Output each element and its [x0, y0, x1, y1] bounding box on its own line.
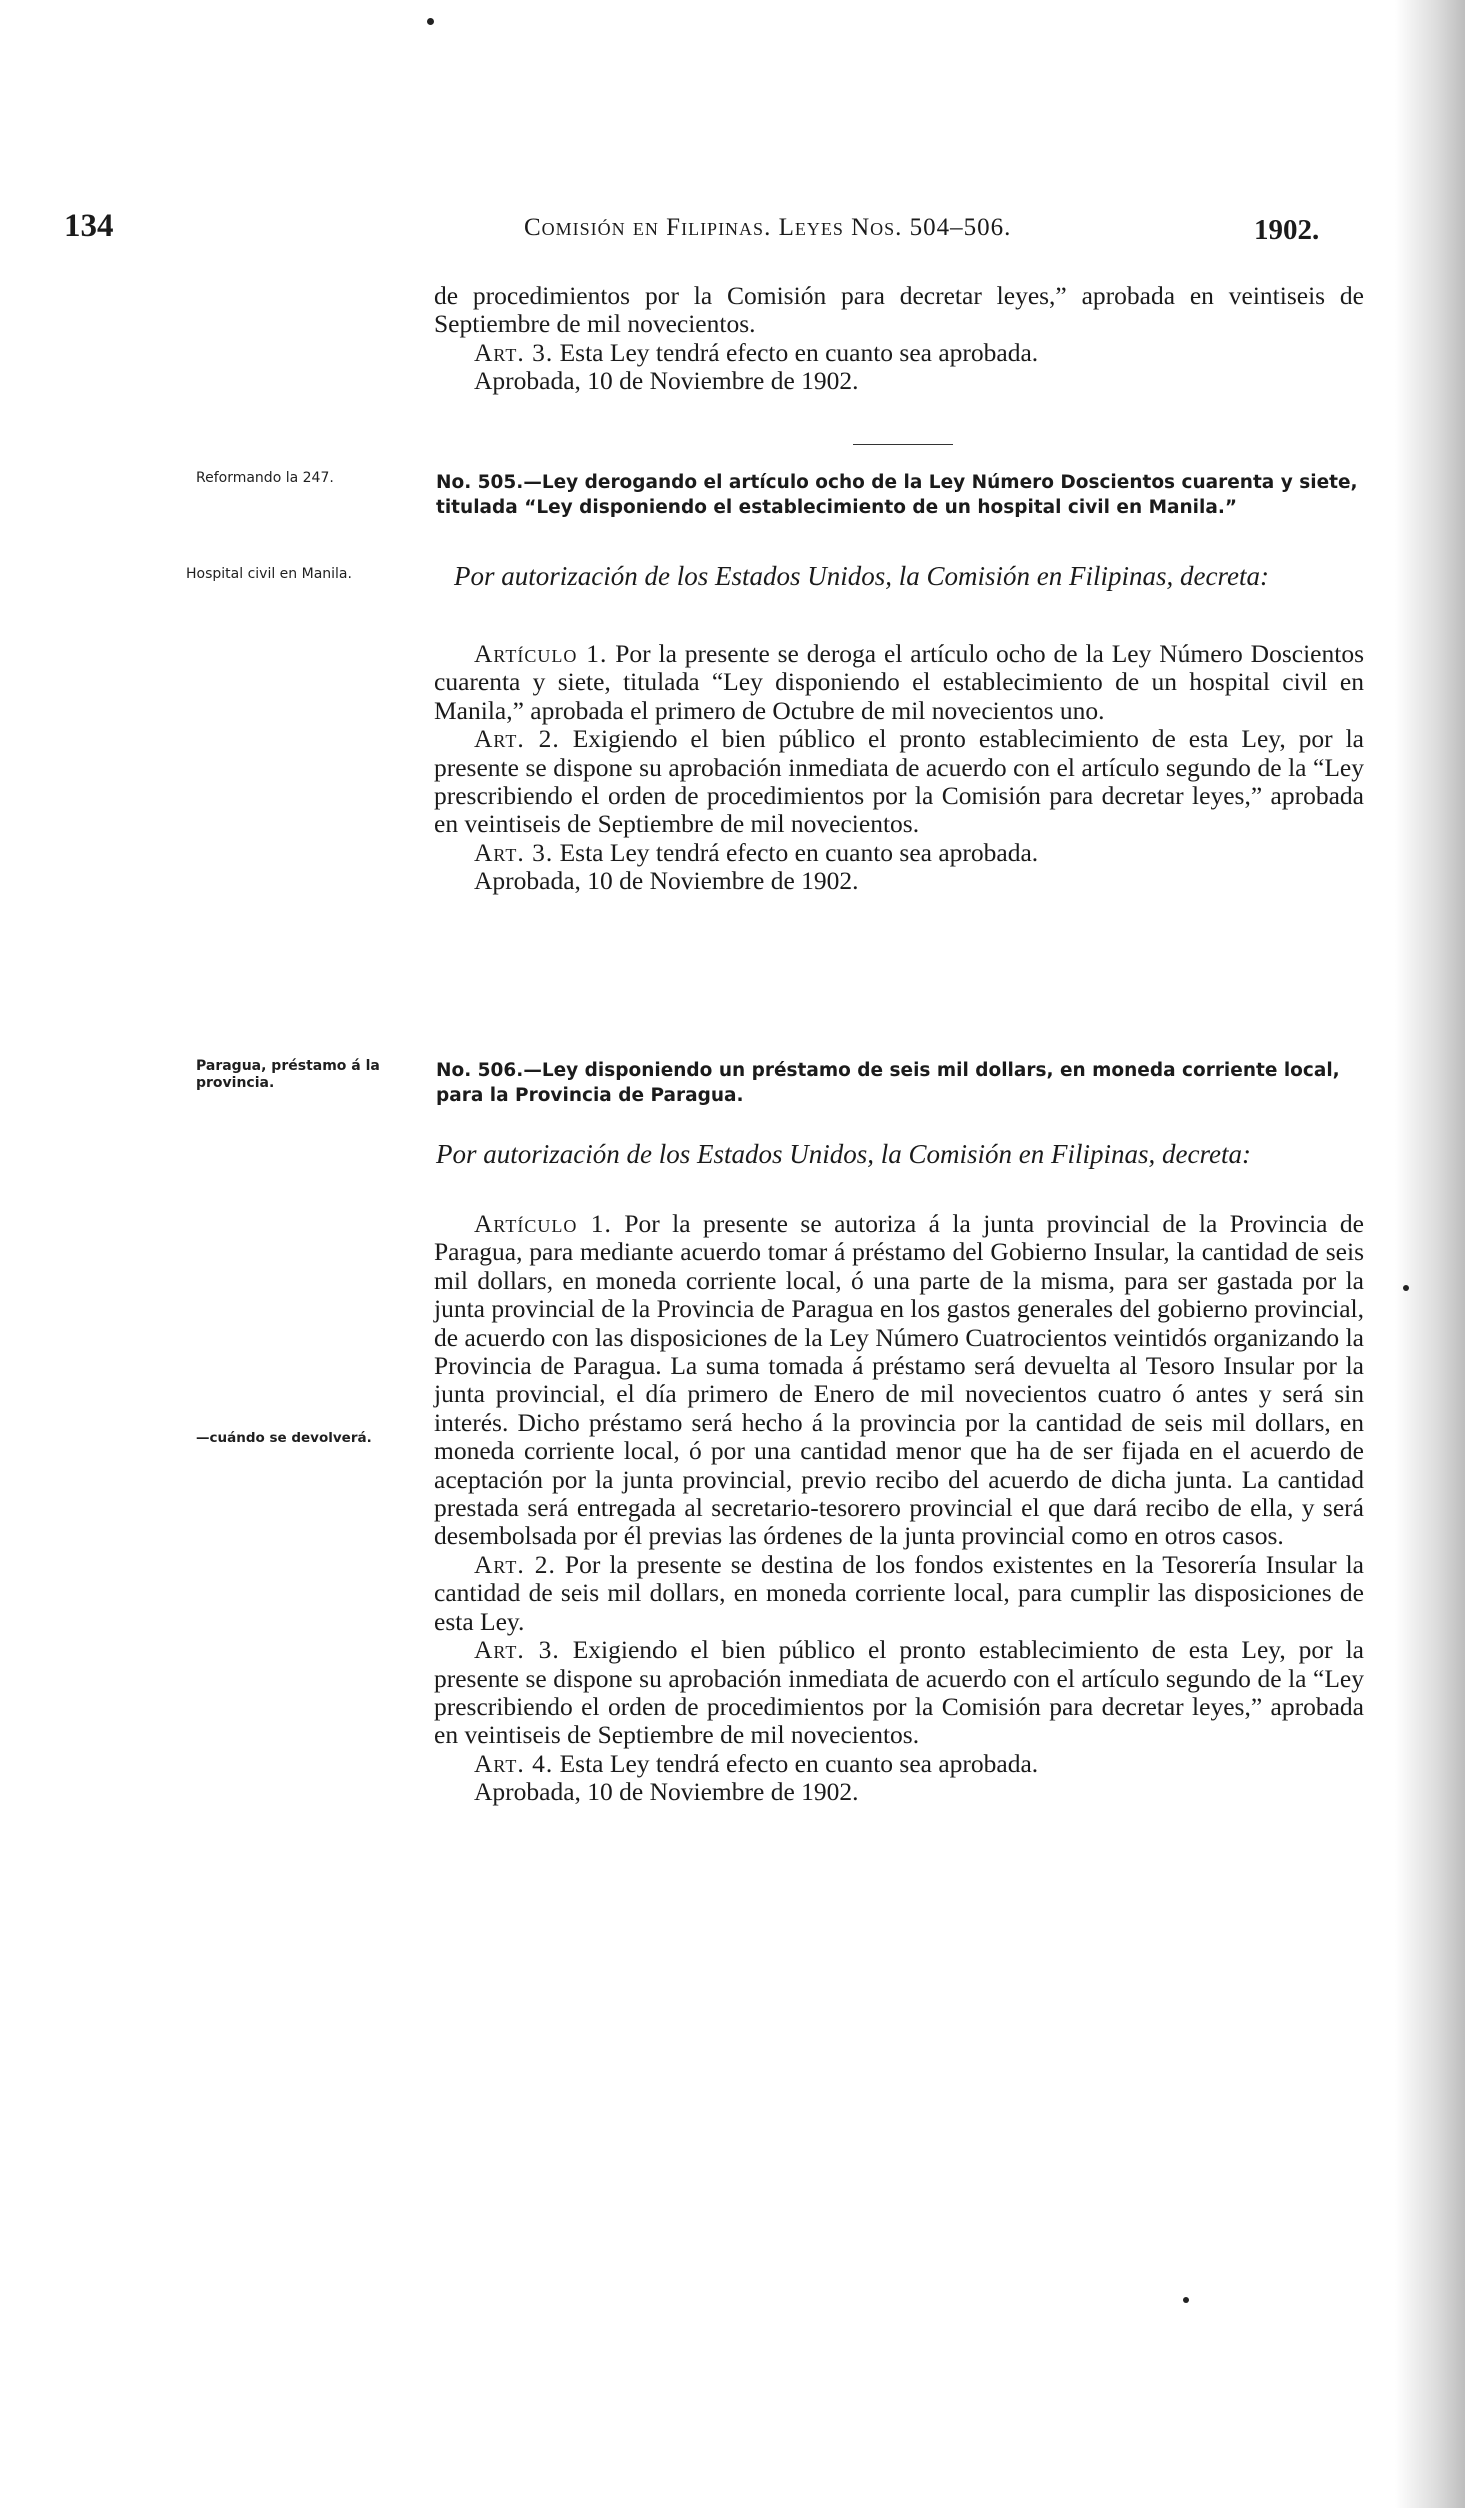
enacting-clause-505: Por autorización de los Estados Unidos, la Comisión en Filipinas, decreta: [454, 561, 1269, 591]
article-text: Exigiendo el bien público el pronto establecimiento de esta Ley, por la presente se dispone su aprobación inmediata de acuerdo con el artículo segundo de la “Ley prescribiendo el orden de procedimientos por la Comisión para decretar leyes,” aprobada en veintiseis de Septiembre de mil novecientos. [434, 1635, 1364, 1750]
law-title-text: —Ley disponiendo un préstamo de seis mil dollars, en moneda corriente local, para la Provincia de Paragua. [436, 1060, 1340, 1106]
article-text: Por la presente se autoriza á la junta provincial de la Provincia de Paragua, para mediante acuerdo tomar á préstamo del Gobierno Insular, la cantidad de seis mil dollars, en moneda corriente local, ó una parte de la misma, para ser gastada por la junta provincial de la Provincia de Paragua en los gastos generales del gobierno provincial, de acuerdo con las disposiciones de la Ley Número Cuatrocientos veintidós organizando la Provincia de Paragua. La suma tomada á préstamo será devuelta al Tesoro Insular por la junta provincial, el día primero de Enero de mil novecientos cuatro ó antes y será sin interés. Dicho préstamo será hecho á la provincia por la cantidad de seis mil dollars, en moneda corriente local, ó por una cantidad menor que ha de ser fijada en el acuerdo de aceptación por la junta provincial, previo recibo del acuerdo de dicha junta. La cantidad prestada será entregada al secretario-tesorero provincial el que dará recibo de ella, y será desembolsada por él previas las órdenes de la junta provincial como en otros casos. [434, 1209, 1364, 1551]
article-label: Art. 4. [474, 1748, 554, 1778]
law-title-505 [436, 470, 1381, 520]
section-rule [853, 444, 953, 445]
speck [1403, 1285, 1409, 1291]
article-text: Por la presente se deroga el artículo ocho de la Ley Número Doscientos cuarenta y siete, titulada “Ley disponiendo el establecimiento de un hospital civil en Manila,” aprobada el primero de Octubre de mil novecientos uno. [434, 639, 1364, 725]
speck [427, 18, 434, 25]
article-paragraph [434, 1551, 1364, 1636]
article-paragraph [434, 640, 1364, 725]
speck [1183, 2297, 1189, 2303]
previous-law-continuation [434, 282, 1364, 396]
article-text: Esta Ley tendrá efecto en cuanto sea aprobada. [553, 337, 1039, 367]
approval-date: Aprobada, 10 de Noviembre de 1902. [474, 1777, 859, 1807]
article-label: Art. 3. [474, 337, 554, 367]
law-505-body [434, 640, 1364, 896]
margin-note-paragua: Paragua, préstamo á la provincia. [196, 1058, 380, 1091]
article-paragraph [434, 1636, 1364, 1750]
article-label: Art. 2. [474, 724, 560, 754]
margin-note-devolvera: —cuándo se devolverá. [196, 1430, 372, 1446]
article-label: Artículo 1. [474, 1209, 612, 1238]
paragraph: de procedimientos por la Comisión para decretar leyes,” aprobada en veintiseis de Septiembre de mil novecientos. [434, 281, 1364, 339]
law-number: No. 506. [436, 1060, 524, 1081]
page-header [64, 208, 1334, 254]
approval-date: Aprobada, 10 de Noviembre de 1902. [474, 366, 859, 396]
scan-shadow [1395, 0, 1465, 2508]
article-text: Exigiendo el bien público el pronto establecimiento de esta Ley, por la presente se dispone su aprobación inmediata de acuerdo con el artículo segundo de la “Ley prescribiendo el orden de procedimientos por la Comisión para decretar leyes,” aprobada en veintiseis de Septiembre de mil novecientos. [434, 724, 1364, 839]
article-paragraph [434, 839, 1364, 867]
article-text: Por la presente se destina de los fondos existentes en la Tesorería Insular la cantidad de seis mil dollars, en moneda corriente local, para cumplir las disposiciones de esta Ley. [434, 1549, 1365, 1636]
article-text: Esta Ley tendrá efecto en cuanto sea aprobada. [553, 837, 1039, 867]
margin-note-reformando: Reformando la 247. [196, 470, 334, 486]
article-text: Esta Ley tendrá efecto en cuanto sea aprobada. [553, 1748, 1039, 1778]
article-paragraph [434, 725, 1364, 839]
article-label: Art. 3. [474, 1635, 560, 1665]
running-head-year: 1902. [1254, 214, 1320, 246]
article-label: Art. 3. [474, 837, 554, 867]
margin-note-hospital: Hospital civil en Manila. [186, 566, 352, 582]
article-paragraph [434, 1210, 1364, 1551]
article-label: Art. 2. [474, 1549, 556, 1579]
law-title-text: —Ley derogando el artículo ocho de la Ley Número Doscientos cuarenta y siete, titulada “Ley disponiendo el establecimiento de un hospital civil en Manila.” [436, 472, 1358, 518]
law-number: No. 505. [436, 472, 524, 493]
law-506-body [434, 1210, 1364, 1807]
approval-date: Aprobada, 10 de Noviembre de 1902. [474, 866, 859, 896]
running-head: Comisión en Filipinas. Leyes Nos. 504–506. [524, 214, 1012, 241]
article-paragraph [434, 339, 1364, 367]
page-number: 134 [64, 208, 114, 244]
enacting-clause-506: Por autorización de los Estados Unidos, la Comisión en Filipinas, decreta: [436, 1139, 1251, 1169]
article-label: Artículo 1. [474, 639, 608, 668]
law-title-506 [436, 1058, 1381, 1108]
article-paragraph [434, 1750, 1364, 1778]
